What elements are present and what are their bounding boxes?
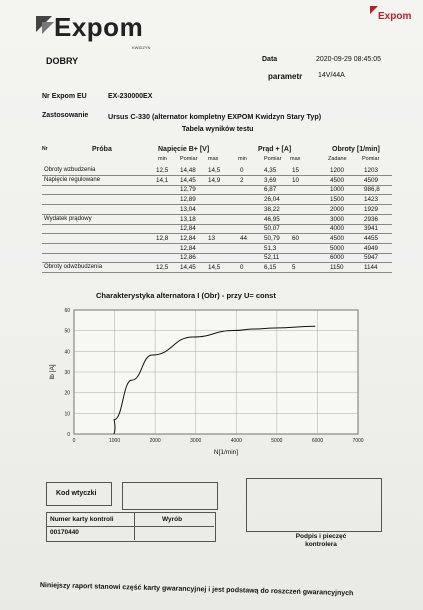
row-meas: 1423: [364, 196, 379, 204]
y-tick-label: 40: [64, 349, 70, 356]
date-value: 2020-09-29 08:45:05: [316, 56, 381, 63]
row-meas: 5947: [364, 254, 379, 262]
row-meas: 3941: [364, 225, 379, 233]
row-meas: 1203: [364, 167, 379, 174]
row-set: 4500: [330, 176, 345, 184]
use-label: Zastosowanie: [42, 112, 89, 119]
x-tick-label: 7000: [352, 438, 364, 444]
sub-vmax: max: [208, 156, 219, 162]
row-amax: 15: [292, 167, 300, 174]
chart-title: Charakterystyka alternatora I (Obr) - przy U= const: [96, 291, 276, 300]
card-divider: [46, 526, 214, 527]
row-meas: 4455: [364, 234, 379, 242]
use-value: Ursus C-330 (alternator kompletny EXPOM Kwidzyn Stary Typ): [108, 112, 322, 121]
x-tick-label: 0: [72, 438, 76, 444]
row-test-name: Napięcie regulowane: [44, 176, 101, 183]
row-vmeas: 14,45: [180, 264, 196, 271]
row-meas: 1144: [364, 264, 378, 271]
x-tick-label: 6000: [311, 438, 323, 444]
x-tick-label: 5000: [271, 438, 283, 444]
row-vmeas: 14,48: [180, 167, 196, 174]
x-tick-label: 4000: [230, 438, 242, 444]
row-set: 2000: [330, 205, 345, 213]
y-tick-label: 50: [64, 328, 70, 335]
row-ameas: 4,35: [264, 167, 277, 174]
row-set: 4500: [330, 234, 345, 242]
corner-logo-text: Expom: [378, 11, 412, 22]
row-ameas: 52,11: [264, 254, 280, 262]
row-ameas: 6,15: [264, 264, 277, 271]
y-tick-label: 30: [64, 370, 70, 376]
row-meas: 986,8: [364, 186, 380, 194]
param-label: parametr: [268, 72, 303, 81]
logo-subtitle: KWIDZYN: [132, 45, 151, 50]
x-tick-label: 2000: [149, 438, 161, 444]
row-set: 1000: [330, 186, 345, 194]
row-set: 1200: [330, 167, 345, 174]
row-amin: 2: [240, 176, 244, 184]
code-label: Kod wtyczki: [56, 490, 97, 497]
sub-ameas: Pomiar: [264, 156, 282, 162]
row-vmin: 14,1: [156, 176, 169, 184]
row-vmax: 14,9: [208, 176, 221, 184]
nr-value: EX-230000EX: [108, 93, 153, 100]
product-label: Wyrób: [162, 516, 183, 523]
card-separator: [134, 512, 135, 540]
nr-label: Nr Expom EU: [42, 93, 87, 100]
row-test-name: Obroty odwzbudzenia: [44, 264, 103, 270]
sub-vmeas: Pomiar: [180, 156, 198, 162]
row-amax: 5: [292, 264, 296, 271]
x-tick-label: 3000: [190, 438, 202, 444]
param-value: 14V/44A: [318, 72, 345, 79]
col-test-header: Próba: [92, 146, 112, 153]
row-vmax: 13: [208, 234, 216, 242]
row-ameas: 6,87: [264, 186, 277, 194]
row-vmeas: 12,89: [180, 196, 196, 204]
y-axis-label: Ib [A]: [49, 364, 56, 380]
row-amin: 44: [240, 234, 248, 242]
row-set: 4000: [330, 225, 345, 233]
row-vmax: 14,5: [208, 264, 221, 271]
signature-label: Podpis i pieczęć kontrolera: [295, 533, 347, 548]
logo-text: Expom: [54, 12, 144, 42]
code-value-field[interactable]: [122, 482, 218, 510]
row-ameas: 50,79: [264, 234, 280, 242]
row-meas: 4509: [364, 176, 379, 184]
y-tick-label: 20: [64, 390, 70, 397]
row-meas: 1929: [364, 205, 379, 213]
row-set: 5000: [330, 244, 345, 252]
row-amin: 0: [240, 167, 244, 174]
row-set: 1150: [330, 264, 344, 271]
row-ameas: 26,04: [264, 196, 280, 204]
row-ameas: 38,22: [264, 205, 280, 213]
row-vmeas: 12,86: [180, 254, 196, 262]
col-current-header: Prąd + [A]: [258, 146, 292, 153]
status-label: DOBRY: [46, 56, 79, 66]
row-vmeas: 12,84: [180, 234, 196, 242]
row-vmin: 12,5: [156, 264, 169, 271]
col-voltage-header: Napięcie B+ [V]: [158, 146, 210, 153]
x-axis-label: N[1/min]: [213, 449, 239, 456]
sub-set: Zadane: [328, 156, 347, 162]
row-vmin: 12,8: [156, 234, 169, 242]
warranty-note: Niniejszy raport stanowi część karty gwarancyjnej i jest podstawą do roszczeń gwarancyjnych: [39, 582, 354, 598]
x-tick-label: 1000: [109, 438, 121, 444]
row-vmeas: 12,84: [180, 225, 196, 233]
row-meas: 2936: [364, 215, 379, 223]
y-tick-label: 60: [64, 308, 70, 314]
row-ameas: 51,3: [264, 244, 277, 252]
row-set: 6000: [330, 254, 345, 262]
row-vmeas: 12,79: [180, 186, 196, 194]
row-vmeas: 13,18: [180, 215, 196, 223]
date-label: Data: [262, 56, 278, 63]
row-ameas: 3,69: [264, 176, 277, 184]
table-title: Tabela wyników testu: [182, 126, 254, 133]
row-ameas: 50,07: [264, 225, 280, 233]
row-vmax: 14,5: [208, 167, 221, 174]
row-ameas: 46,95: [264, 215, 280, 223]
row-meas: 4949: [364, 244, 379, 252]
sub-amax: max: [290, 156, 301, 162]
y-tick-label: 0: [67, 432, 70, 438]
row-test-name: Wydatek prądowy: [44, 215, 92, 222]
row-vmeas: 12,84: [180, 244, 196, 252]
col-nr-header: Nr: [42, 146, 48, 152]
row-vmeas: 14,45: [180, 176, 196, 184]
sub-vmin: min: [158, 156, 167, 162]
row-test-name: Obroty wzbudzenia: [44, 167, 96, 173]
sub-amin: min: [238, 156, 247, 162]
card-label: Numer karty kontroli: [50, 516, 114, 523]
row-vmin: 12,5: [156, 167, 169, 174]
y-tick-label: 10: [64, 411, 70, 418]
row-amax: 60: [292, 234, 300, 242]
row-set: 1500: [330, 196, 345, 204]
col-speed-header: Obroty [1/min]: [332, 146, 380, 153]
sub-meas: Pomiar: [362, 156, 380, 162]
row-amax: 10: [292, 176, 300, 184]
signature-box[interactable]: [246, 478, 382, 532]
row-set: 3000: [330, 215, 345, 223]
row-vmeas: 13,04: [180, 205, 196, 213]
card-value: 00170440: [50, 529, 79, 536]
row-amin: 0: [240, 264, 244, 271]
